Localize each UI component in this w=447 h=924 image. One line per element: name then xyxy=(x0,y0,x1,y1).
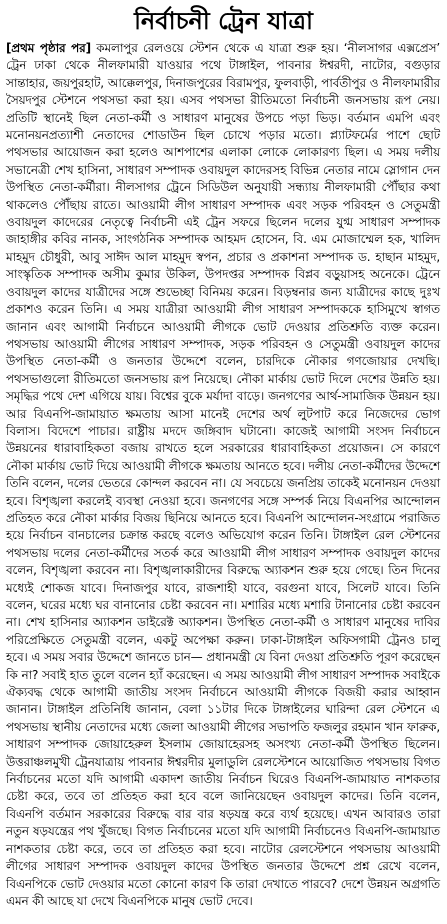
headline: নির্বাচনী ট্রেন যাত্রা xyxy=(134,6,313,35)
article-text: কমলাপুর রেলওয়ে স্টেশন থেকে এ যাত্রা শুরু হয়। ‘নীলসাগর এক্সপ্রেস’ ট্রেন ঢাকা থেকে নীলফামারী যাওয়ার পথে টাঙ্গাইল, পাবনার ঈশ্বরদী, নাটোর, বগুড়ার সান্তাহার, জয়পুরহাট, আক্কেলপুর, দিনাজপুরের বিরামপুর, ফুলবাড়ী, পার্বতীপুর ও নীলফামারীর সৈয়দপুর স্টেশনে পথসভা করা হয়। এসব পথসভা রীতিমতো নির্বাচনী জনসভায় রূপ নেয়। প্রতিটি স্থানেই ছিল নেতা-কর্মী ও সাধারণ মানুষের উপচে পড়া ভিড়। বর্তমান এমপি এবং মনোনয়নপ্রত্যাশী নেতাদের শোডাউন ছিল চোখে পড়ার মতো। প্ল্যাটফর্মের পাশে ছোট পথসভার আয়োজন করা হলেও আশপাশের এলাকা লোকে লোকারণ্য ছিল। এ সময় দলীয় সভানেত্রী শেখ হাসিনা, সাধারণ সম্পাদক ওবায়দুল কাদেরসহ বিভিন্ন নেতার নামে স্লোগান দেন উপস্থিত নেতা-কর্মীরা। নীলসাগর ট্রেনে সিডিউল অনুযায়ী সন্ধ্যায় নীলফামারী পৌঁছার কথা থাকলেও পৌঁছায় রাতে। আওয়ামী লীগ সাধারণ সম্পাদক এবং সড়ক পরিবহন ও সেতুমন্ত্রী ওবায়দুল কাদেরের নেতৃত্বে নির্বাচনী এই ট্রেন সফরে ছিলেন দলের যুগ্ম সাধারণ সম্পাদক জাহাঙ্গীর কবির নানক, সাংগঠনিক সম্পাদক আহমদ হোসেন, বি. এম মোজাম্মেল হক, খালিদ মাহমুদ চৌধুরী, আবু সাঈদ আল মাহমুদ স্বপন, প্রচার ও প্রকাশনা সম্পাদক ড. হাছান মাহমুদ, সাংস্কৃতিক সম্পাদক অসীম কুমার উকিল, উপদপ্তর সম্পাদক বিপ্লব বড়ুয়াসহ অনেকে। ট্রেনে ওবায়দুল কাদের যাত্রীদের সঙ্গে শুভেচ্ছা বিনিময় করেন। বিড়ম্বনার জন্য যাত্রীদের কাছে দুঃখ প্রকাশও করেন তিনি। এ সময় যাত্রীরা আওয়ামী লীগ সাধারণ সম্পাদককে হাসিমুখে স্বাগত জানান এবং আগামী নির্বাচনে আওয়ামী লীগকে ভোট দেওয়ার প্রতিশ্রুতি ব্যক্ত করেন। পথসভায় আওয়ামী লীগের সাধারণ সম্পাদক, সড়ক পরিবহন ও সেতুমন্ত্রী ওবায়দুল কাদের উপস্থিত নেতা-কর্মী ও জনতার উদ্দেশে বলেন, চারদিকে নৌকার গণজোয়ার দেখছি। পথসভাগুলো রীতিমতো জনসভায় রূপ নিয়েছে। নৌকা মার্কায় ভোট দিলে দেশের উন্নতি হয়। সমৃদ্ধির পথে দেশ এগিয়ে যায়। বিশ্বের বুকে মর্যাদা বাড়ে। জনগণের আর্থ-সামাজিক উন্নয়ন হয়। আর বিএনপি-জামায়াত ক্ষমতায় আসা মানেই দেশের অর্থ লুটপাট করে নিজেদের ভোগ বিলাস। বিদেশে পাচার। রাষ্ট্রীয় মদদে জঙ্গিবাদ ঘটানো। কাজেই আগামী সংসদ নির্বাচনে উন্নয়নের ধারাবাহিকতা বজায় রাখতে হলে সরকারের ধারাবাহিকতা প্রয়োজন। সে কারণে নৌকা মার্কায় ভোট দিয়ে আওয়ামী লীগকে ক্ষমতায় আনতে হবে। দলীয় নেতা-কর্মীদের উদ্দেশে তিনি বলেন, দলের ভেতরে কোন্দল করবেন না। যে সবচেয়ে জনপ্রিয় তাকেই মনোনয়ন দেওয়া হবে। বিশৃঙ্খলা করলেই ব্যবস্থা নেওয়া হবে। জনগণের সঙ্গে সম্পর্ক নিয়ে বিএনপির আন্দোলন প্রতিহত করে নৌকা মার্কার বিজয় ছিনিয়ে আনতে হবে। বিএনপি আন্দোলন-সংগ্রামে পরাজিত হয়ে নির্বাচন বানচালের চক্রান্ত করছে বলেও অভিযোগ করেন তিনি। টাঙ্গাইল রেল স্টেশনের পথসভায় দলের নেতা-কর্মীদের সতর্ক করে আওয়ামী লীগ সাধারণ সম্পাদক ওবায়দুল কাদের বলেন, বিশৃঙ্খলা করবেন না। বিশৃঙ্খলাকারীদের বিরুদ্ধে অ্যাকশন শুরু হয়ে গেছে। তিন দিনের মধ্যেই শোকজ যাবে। দিনাজপুর যাবে, রাজশাহী যাবে, বরগুনা যাবে, সিলেট যাবে। তিনি বলেন, ঘরের মধ্যে ঘর বানানোর চেষ্টা করবেন না। মশারির মধ্যে মশারি টানানোর চেষ্টা করবেন না। শেখ হাসিনার অ্যাকশন ডাইরেক্ট অ্যাকশন। উপস্থিত নেতা-কর্মী ও সাধারণ মানুষের দাবির পরিপ্রেক্ষিতে সেতুমন্ত্রী বলেন, একটু অপেক্ষা করুন। ঢাকা-টাঙ্গাইল অফিসগামী ট্রেনও চালু হবে। এ সময় সবার উদ্দেশে জানতে চান— প্রধানমন্ত্রী যে বিনা দেওয়া প্রতিশ্রুতি পূরণ করেছেন কি না? সবাই হাত তুলে বলেন হ্যাঁ করেছেন। এ সময় আওয়ামী লীগ সাধারণ সম্পাদক সবাইকে ঐক্যবদ্ধ থেকে আগামী জাতীয় সংসদ নির্বাচনে আওয়ামী লীগকে বিজয়ী করার আহ্বান জানান। টাঙ্গাইল প্রতিনিধি জানান, বেলা ১১টার দিকে টাঙ্গাইলের ঘারিন্দা রেল স্টেশনে এ পথসভায় স্থানীয় নেতাদের মধ্যে জেলা আওয়ামী লীগের সভাপতি ফজলুর রহমান খান ফারুক, সাধারণ সম্পাদক জোয়াহেরুল ইসলাম জোয়াহেরসহ অসংখ্য নেতা-কর্মী উপস্থিত ছিলেন। উত্তরাঞ্চলমুখী ট্রেনযাত্রায় পাবনার ঈশ্বরদীর মুলাডুলি রেলস্টেশনে আয়োজিত পথসভায় বিগত নির্বাচনের মতো যদি আগামী একাদশ জাতীয় নির্বাচন ঘিরেও বিএনপি-জামায়াত নাশকতার চেষ্টা করে, তবে তা প্রতিহত করা হবে বলে জানিয়েছেন ওবায়দুল কাদের। তিনি বলেন, বিএনপি বর্তমান সরকারের বিরুদ্ধে বার বার ষড়যন্ত্র করে ব্যর্থ হয়েছে। এখন আবারও তারা নতুন ষড়যন্ত্রের পথ খুঁজছে। বিগত নির্বাচনের মতো যদি আগামী নির্বাচনেও বিএনপি-জামায়াত নাশকতার চেষ্টা করে, তবে তা প্রতিহত করা হবে। নাটোর রেলস্টেশনে পথসভায় আওয়ামী লীগের সাধারণ সম্পাদক ওবায়দুল কাদের উপস্থিত জনতার উদ্দেশে প্রশ্ন রেখে বলেন, বিএনপিকে ভোট দেওয়ার মতো কোনো কারণ কি তারা দেখাতে পারবে? দেশে উন্নয়ন অগ্রগতি এমন কী আছে যা দেখে বিএনপিকে মানুষ ভোট দেবে। xyxy=(6,41,440,908)
next-headline-fragment xyxy=(140,912,260,924)
continuation-label: [প্রথম পৃষ্ঠার পর] xyxy=(6,41,91,55)
article-body xyxy=(6,40,440,910)
article-paragraph xyxy=(6,40,440,910)
